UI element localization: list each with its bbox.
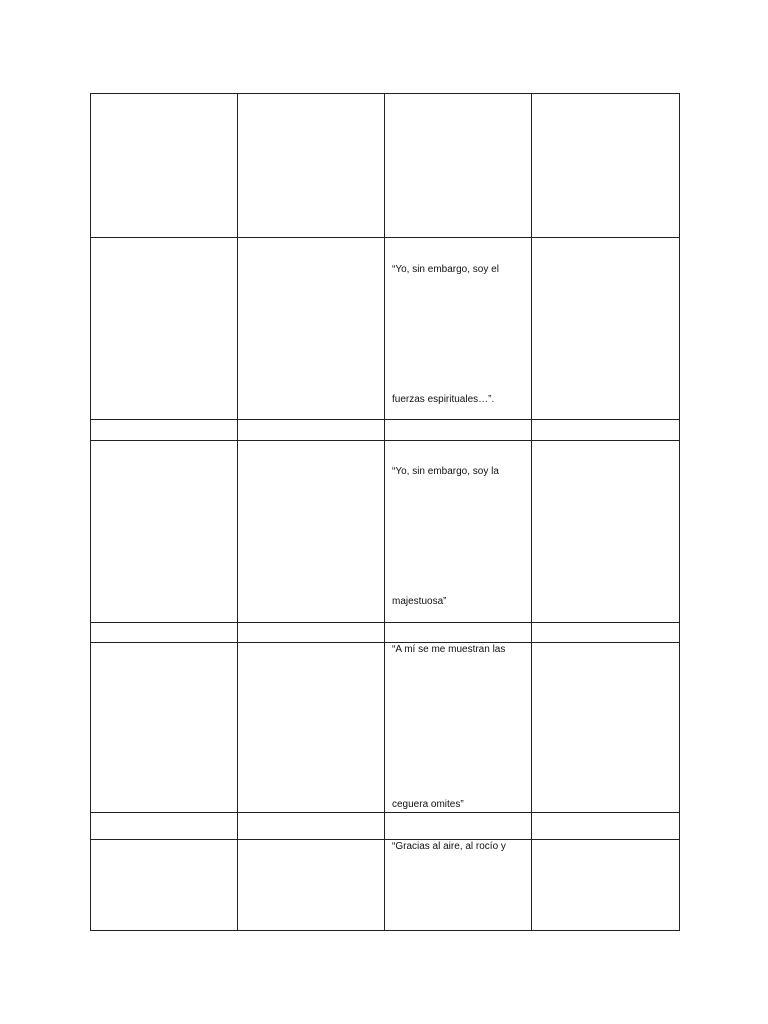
table-cell [532, 813, 680, 840]
table-cell [238, 643, 385, 813]
table-cell [385, 813, 532, 840]
table-cell [532, 840, 680, 931]
table-cell [385, 623, 532, 643]
table-cell [91, 813, 238, 840]
table-cell [91, 643, 238, 813]
quote-start-text: “Yo, sin embargo, soy la [392, 466, 499, 477]
table-row [91, 840, 680, 931]
table-row [91, 441, 680, 623]
table-cell [91, 441, 238, 623]
table-cell [385, 94, 532, 238]
table-row [91, 623, 680, 643]
table-cell [238, 623, 385, 643]
table-cell [385, 420, 532, 441]
quote-start-text: “Yo, sin embargo, soy el [392, 264, 499, 275]
table-cell [532, 643, 680, 813]
quote-cell [385, 238, 532, 420]
table-cell [532, 94, 680, 238]
table-row [91, 643, 680, 813]
document-table [90, 93, 680, 931]
table-cell [238, 441, 385, 623]
table-cell [238, 94, 385, 238]
table-cell [532, 238, 680, 420]
table-row [91, 420, 680, 441]
quote-end-text: majestuosa” [392, 596, 447, 607]
table-row [91, 94, 680, 238]
table-cell [91, 420, 238, 441]
table-cell [91, 623, 238, 643]
table-cell [532, 441, 680, 623]
quote-cell [385, 643, 532, 813]
quote-end-text: fuerzas espirituales…”. [392, 394, 495, 405]
quote-start-text: “A mí se me muestran las [392, 644, 506, 655]
table-row [91, 813, 680, 840]
quote-cell [385, 441, 532, 623]
table-cell [238, 813, 385, 840]
quote-end-text: ceguera omites” [392, 799, 464, 810]
table-cell [91, 840, 238, 931]
table-cell [532, 623, 680, 643]
quote-start-text: “Gracias al aire, al rocío y [392, 841, 506, 852]
table-cell [91, 238, 238, 420]
table-cell [238, 238, 385, 420]
table-cell [238, 840, 385, 931]
table-cell [91, 94, 238, 238]
table-cell [238, 420, 385, 441]
table-cell [532, 420, 680, 441]
table-row [91, 238, 680, 420]
quote-cell [385, 840, 532, 931]
